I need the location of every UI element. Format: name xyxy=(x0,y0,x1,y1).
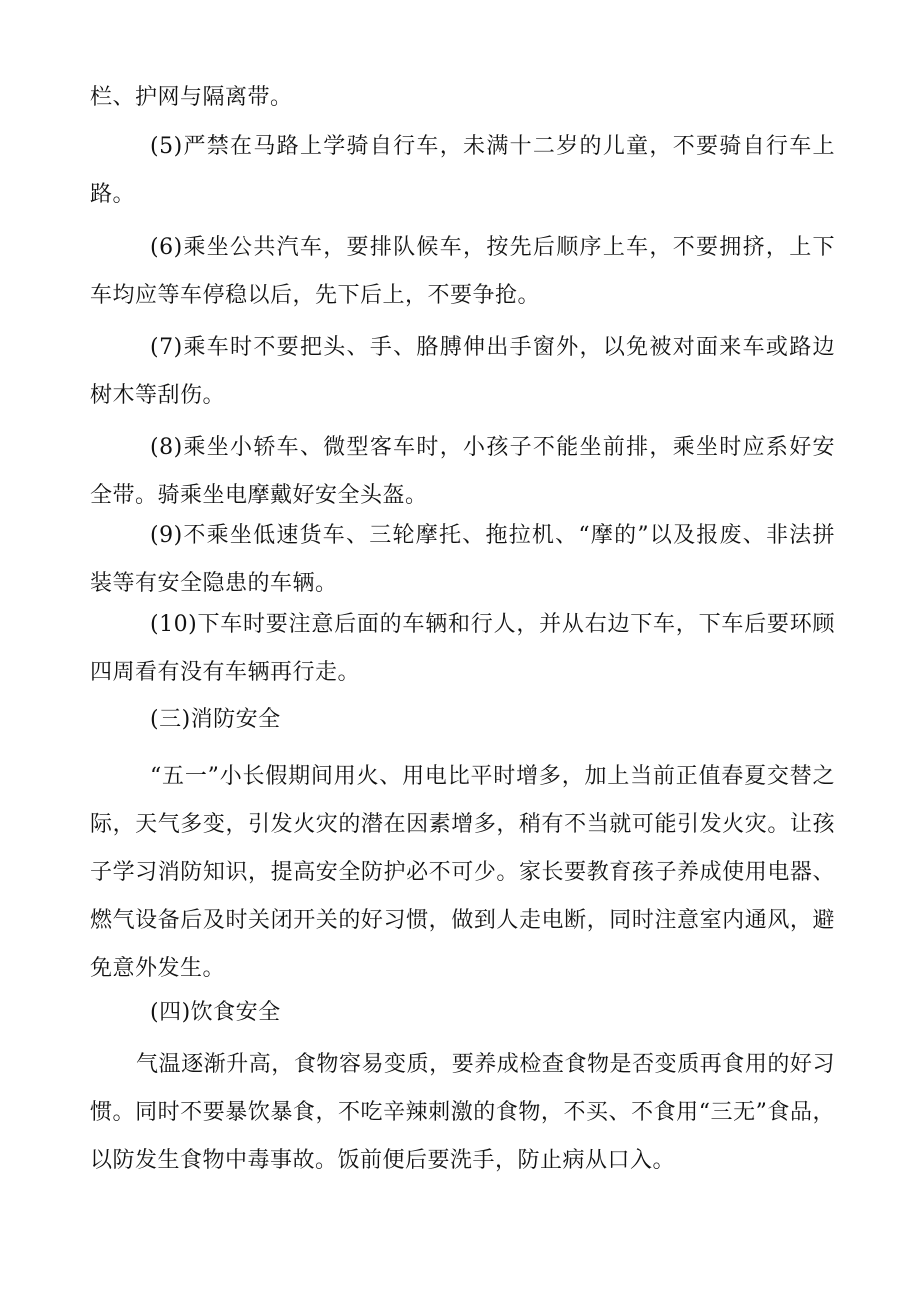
paragraph-item-8: (8)乘坐小轿车、微型客车时，小孩子不能坐前排，乘坐时应系好安全带。骑乘坐电摩戴好安全头盔。 xyxy=(90,435,835,508)
paragraph-item-5: (5)严禁在马路上学骑自行车，未满十二岁的儿童，不要骑自行车上路。 xyxy=(90,134,835,207)
paragraph-item-9: (9)不乘坐低速货车、三轮摩托、拖拉机、“摩的”以及报废、非法拼装等有安全隐患的车辆。 xyxy=(90,523,835,596)
section-heading-fire-safety: (三)消防安全 xyxy=(150,707,281,732)
paragraph-item-7: (7)乘车时不要把头、手、胳膊伸出手窗外，以免被对面来车或路边树木等刮伤。 xyxy=(90,335,835,408)
paragraph-continuation: 栏、护网与隔离带。 xyxy=(90,85,293,110)
paragraph-food-safety: 气温逐渐升高，食物容易变质，要养成检查食物是否变质再食用的好习惯。同时不要暴饮暴食，不吃辛辣刺激的食物，不买、不食用“三无”食品，以防发生食物中毒事故。饭前便后要洗手，防止病从口入。 xyxy=(90,1052,835,1173)
paragraph-fire-safety: “五一”小长假期间用火、用电比平时增多，加上当前正值春夏交替之际，天气多变，引发火灾的潜在因素增多，稍有不当就可能引发火灾。让孩子学习消防知识，提高安全防护必不可少。家长要教育孩子养成使用电器、燃气设备后及时关闭开关的好习惯，做到人走电断，同时注意室内通风，避免意外发生。 xyxy=(90,764,835,981)
paragraph-item-10: (10)下车时要注意后面的车辆和行人，并从右边下车，下车后要环顾四周看有没有车辆再行走。 xyxy=(90,612,835,685)
paragraph-item-6: (6)乘坐公共汽车，要排队候车，按先后顺序上车，不要拥挤，上下车均应等车停稳以后，先下后上，不要争抢。 xyxy=(90,235,835,308)
section-heading-food-safety: (四)饮食安全 xyxy=(150,1000,281,1025)
